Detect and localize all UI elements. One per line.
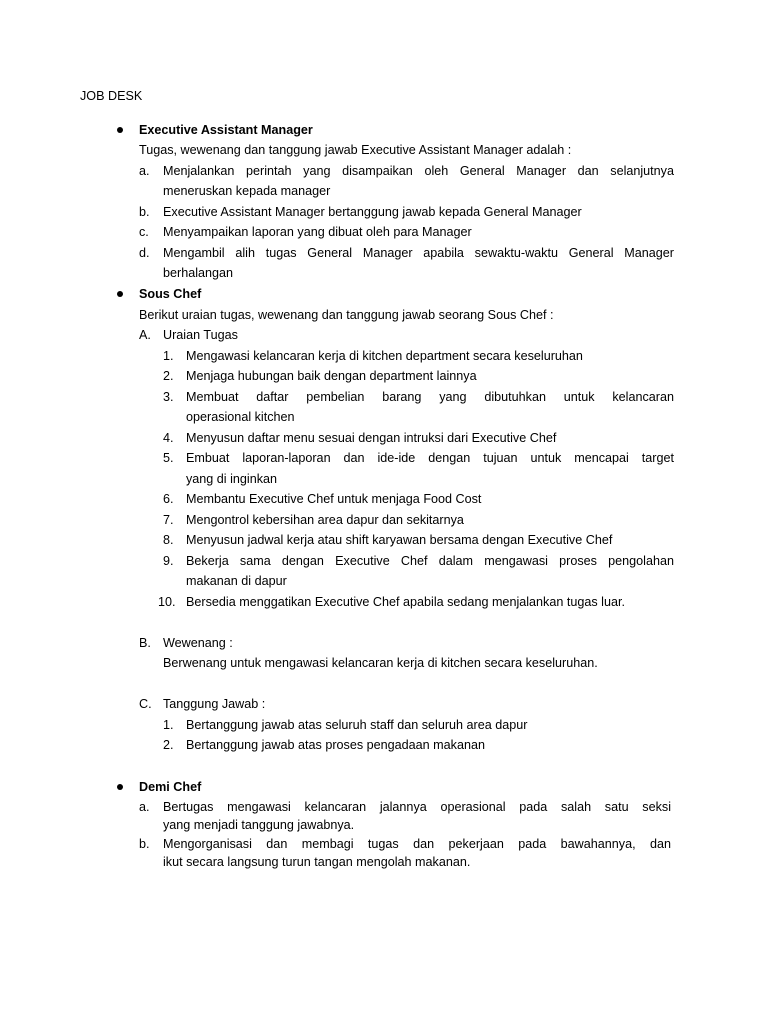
list-number: 3. <box>163 390 174 404</box>
list-item-text: Menjalankan perintah yang disampaikan oleh General Manager dan selanjutnya <box>163 164 674 178</box>
section-intro-eam: Tugas, wewenang dan tanggung jawab Executive Assistant Manager adalah : <box>139 143 572 157</box>
list-item-text-cont: operasional kitchen <box>186 410 295 424</box>
list-item-text: Mengambil alih tugas General Manager apabila sewaktu-waktu General Manager <box>163 246 674 260</box>
list-item-text: Membuat daftar pembelian barang yang dibutuhkan untuk kelancaran <box>186 390 674 404</box>
sub-heading-uraian: Uraian Tugas <box>163 328 238 342</box>
sub-heading-tanggung-jawab: Tanggung Jawab : <box>163 697 266 711</box>
list-item-text: Bertanggung jawab atas proses pengadaan makanan <box>186 738 485 752</box>
list-item-text: Bekerja sama dengan Executive Chef dalam mengawasi proses pengolahan <box>186 554 674 568</box>
list-item-text-cont: makanan di dapur <box>186 574 287 588</box>
sub-marker: B. <box>139 636 151 650</box>
section-intro-sous: Berikut uraian tugas, wewenang dan tanggung jawab seorang Sous Chef : <box>139 308 554 322</box>
list-item-text: Menjaga hubungan baik dengan department lainnya <box>186 369 477 383</box>
list-marker: b. <box>139 837 150 851</box>
list-item-text: Bersedia menggatikan Executive Chef apabila sedang menjalankan tugas luar. <box>186 595 625 609</box>
list-number: 1. <box>163 718 174 732</box>
list-item-text: Mengawasi kelancaran kerja di kitchen department secara keseluruhan <box>186 349 583 363</box>
section-heading-demi: Demi Chef <box>139 780 202 794</box>
list-number: 1. <box>163 349 174 363</box>
sub-marker: C. <box>139 697 152 711</box>
list-item-text: Menyusun daftar menu sesuai dengan intruksi dari Executive Chef <box>186 431 557 445</box>
list-marker: a. <box>139 164 150 178</box>
list-marker: b. <box>139 205 150 219</box>
bullet-icon <box>117 784 123 790</box>
list-item-text: Embuat laporan-laporan dan ide-ide dengan tujuan untuk mencapai target <box>186 451 674 465</box>
list-number: 2. <box>163 369 174 383</box>
list-number: 7. <box>163 513 174 527</box>
list-item-text: Menyampaikan laporan yang dibuat oleh para Manager <box>163 225 472 239</box>
list-item-text-cont: meneruskan kepada manager <box>163 184 331 198</box>
list-number: 9. <box>163 554 174 568</box>
list-item-text: Executive Assistant Manager bertanggung jawab kepada General Manager <box>163 205 582 219</box>
document-title: JOB DESK <box>80 89 143 103</box>
list-item-text: Mengorganisasi dan membagi tugas dan pekerjaan pada bawahannya, dan <box>163 837 671 851</box>
list-item-text: Mengontrol kebersihan area dapur dan sekitarnya <box>186 513 464 527</box>
list-item-text-cont: yang menjadi tanggung jawabnya. <box>163 818 355 832</box>
list-item-text-cont: ikut secara langsung turun tangan mengolah makanan. <box>163 855 471 869</box>
list-item-text-cont: berhalangan <box>163 266 234 280</box>
wewenang-text: Berwenang untuk mengawasi kelancaran kerja di kitchen secara keseluruhan. <box>163 656 598 670</box>
list-item-text: Membantu Executive Chef untuk menjaga Food Cost <box>186 492 482 506</box>
list-item-text: Bertanggung jawab atas seluruh staff dan seluruh area dapur <box>186 718 528 732</box>
section-heading-sous: Sous Chef <box>139 287 202 301</box>
bullet-icon <box>117 291 123 297</box>
sub-marker: A. <box>139 328 151 342</box>
list-marker: c. <box>139 225 149 239</box>
list-number: 2. <box>163 738 174 752</box>
list-number: 8. <box>163 533 174 547</box>
list-number: 4. <box>163 431 174 445</box>
list-item-text: Bertugas mengawasi kelancaran jalannya operasional pada salah satu seksi <box>163 800 671 814</box>
list-number: 6. <box>163 492 174 506</box>
sub-heading-wewenang: Wewenang : <box>163 636 233 650</box>
list-item-text: Menyusun jadwal kerja atau shift karyawan bersama dengan Executive Chef <box>186 533 613 547</box>
list-number: 10. <box>158 595 176 609</box>
list-marker: d. <box>139 246 150 260</box>
list-number: 5. <box>163 451 174 465</box>
section-heading-eam: Executive Assistant Manager <box>139 123 313 137</box>
list-marker: a. <box>139 800 150 814</box>
list-item-text-cont: yang di inginkan <box>186 472 278 486</box>
bullet-icon <box>117 127 123 133</box>
